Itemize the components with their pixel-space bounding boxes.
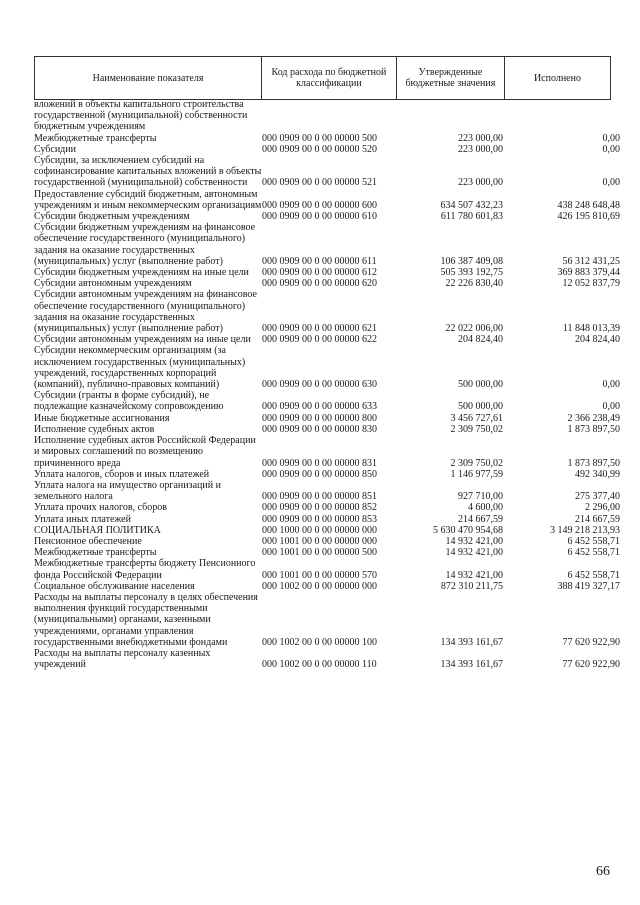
table-row — [34, 289, 620, 334]
row-approved: 14 932 421,00 — [445, 569, 503, 581]
row-name: Уплата иных платежей — [34, 513, 131, 525]
row-name: Субсидии бюджетным учреждениям на иные цели — [34, 267, 249, 279]
row-name: Межбюджетные трансферты — [34, 132, 157, 144]
row-approved: 1 146 977,59 — [450, 468, 503, 480]
table-row — [34, 155, 620, 189]
table-row — [34, 222, 620, 267]
row-name: Субсидии — [34, 143, 76, 155]
table-row — [34, 435, 620, 469]
row-executed: 426 195 810,69 — [557, 211, 620, 223]
row-approved: 223 000,00 — [458, 143, 503, 155]
row-code: 000 0909 00 0 00 00000 620 — [262, 278, 377, 290]
row-executed: 6 452 558,71 — [567, 569, 620, 581]
row-approved: 505 393 192,75 — [440, 267, 503, 279]
row-approved: 134 393 161,67 — [440, 659, 503, 671]
row-code: 000 0909 00 0 00 00000 612 — [262, 267, 377, 279]
row-name: Уплата налога на имущество организаций и земельного налога — [34, 479, 221, 503]
row-approved: 4 600,00 — [468, 502, 503, 514]
row-code: 000 1002 00 0 00 00000 100 — [262, 636, 377, 648]
row-name: Пенсионное обеспечение — [34, 535, 142, 547]
row-approved: 872 310 211,75 — [440, 580, 503, 592]
row-code: 000 0909 00 0 00 00000 611 — [262, 255, 377, 267]
row-executed: 6 452 558,71 — [567, 547, 620, 559]
table-row — [34, 536, 620, 547]
row-executed: 2 366 238,49 — [567, 412, 620, 424]
row-executed: 56 312 431,25 — [562, 255, 620, 267]
row-approved: 3 456 727,61 — [450, 412, 503, 424]
row-approved: 2 309 750,02 — [450, 457, 503, 469]
table-row — [34, 502, 620, 513]
row-code: 000 1002 00 0 00 00000 110 — [262, 659, 377, 671]
row-name: Субсидии бюджетным учреждениям — [34, 211, 190, 223]
table-row — [34, 278, 620, 289]
table-row — [34, 558, 620, 580]
row-executed: 1 873 897,50 — [567, 457, 620, 469]
row-name: Субсидии, за исключением субсидий на софинансирование капитальных вложений в объекты государственной (муниципальной) собственности — [34, 155, 262, 189]
row-name: Субсидии бюджетным учреждениям на финансовое обеспечение государственного (муниципального) задания на оказание государственных (муниципальных) услуг (выполнение работ) — [34, 222, 256, 267]
row-name: Расходы на выплаты персоналу казенных учреждений — [34, 647, 211, 671]
table-row — [34, 133, 620, 144]
row-name: Исполнение судебных актов — [34, 423, 155, 435]
row-executed: 2 296,00 — [585, 502, 620, 514]
row-code: 000 0909 00 0 00 00000 610 — [262, 211, 377, 223]
row-executed: 0,00 — [602, 379, 620, 391]
table-row — [34, 211, 620, 222]
row-executed: 0,00 — [602, 401, 620, 413]
row-code: 000 0909 00 0 00 00000 831 — [262, 457, 377, 469]
row-approved: 500 000,00 — [458, 401, 503, 413]
row-code: 000 1002 00 0 00 00000 000 — [262, 580, 377, 592]
header-name: Наименование показателя — [34, 57, 261, 99]
table-row — [34, 189, 620, 211]
row-executed: 388 419 327,17 — [557, 580, 620, 592]
row-executed: 438 248 648,48 — [557, 199, 620, 211]
row-name: Субсидии автономным учреждениям на иные цели — [34, 334, 251, 346]
table-body — [34, 99, 620, 670]
row-approved: 106 387 409,08 — [440, 255, 503, 267]
row-code: 000 0909 00 0 00 00000 830 — [262, 423, 377, 435]
row-name: Субсидии некоммерческим организациям (за исключением государственных (муниципальных) учреждений, государственных корпораций (компаний), публично-правовых компаний) — [34, 345, 246, 391]
row-approved: 14 932 421,00 — [445, 547, 503, 559]
row-code: 000 0909 00 0 00 00000 500 — [262, 132, 377, 144]
row-name: вложений в объекты капитального строительства государственной (муниципальной) собственности бюджетным учреждениям — [34, 99, 248, 133]
table-row — [34, 547, 620, 558]
row-approved: 134 393 161,67 — [440, 636, 503, 648]
row-code: 000 1001 00 0 00 00000 000 — [262, 535, 377, 547]
row-name: Социальное обслуживание населения — [34, 580, 195, 592]
row-name: Субсидии автономным учреждениям — [34, 278, 192, 290]
row-code: 000 0909 00 0 00 00000 630 — [262, 379, 377, 391]
row-approved: 22 022 006,00 — [445, 323, 503, 335]
row-executed: 0,00 — [602, 177, 620, 189]
header-approved: Утвержденные бюджетные значения — [396, 57, 504, 99]
row-name: Иные бюджетные ассигнования — [34, 412, 170, 424]
row-name: Уплата прочих налогов, сборов — [34, 502, 167, 514]
table-row — [34, 99, 620, 133]
row-code: 000 1000 00 0 00 00000 000 — [262, 524, 377, 536]
row-name: Уплата налогов, сборов и иных платежей — [34, 468, 210, 480]
table-row — [34, 413, 620, 424]
row-approved: 500 000,00 — [458, 379, 503, 391]
row-approved: 223 000,00 — [458, 177, 503, 189]
table-row — [34, 581, 620, 592]
row-code: 000 0909 00 0 00 00000 851 — [262, 491, 377, 503]
row-approved: 611 780 601,83 — [440, 211, 503, 223]
row-executed: 1 873 897,50 — [567, 423, 620, 435]
row-executed: 77 620 922,90 — [562, 636, 620, 648]
row-executed: 214 667,59 — [575, 513, 620, 525]
row-code: 000 0909 00 0 00 00000 621 — [262, 323, 377, 335]
table-row — [34, 390, 620, 412]
row-name: Межбюджетные трансферты бюджету Пенсионного фонда Российской Федерации — [34, 558, 256, 581]
row-executed: 275 377,40 — [575, 491, 620, 503]
row-name: Расходы на выплаты персоналу в целях обеспечения выполнения функций государственными (муниципальными) органами, казенными учреждениями, органами управления государственными внебюджетными фондами — [34, 591, 258, 648]
row-executed: 3 149 218 213,93 — [550, 524, 620, 536]
row-name: Субсидии (гранты в форме субсидий), не подлежащие казначейскому сопровождению — [34, 390, 224, 413]
row-executed: 204 824,40 — [575, 334, 620, 346]
row-code: 000 0909 00 0 00 00000 520 — [262, 143, 377, 155]
row-executed: 12 052 837,79 — [562, 278, 620, 290]
row-code: 000 0909 00 0 00 00000 622 — [262, 334, 377, 346]
table-row — [34, 334, 620, 345]
row-code: 000 0909 00 0 00 00000 853 — [262, 513, 377, 525]
row-executed: 0,00 — [602, 132, 620, 144]
row-approved: 214 667,59 — [458, 513, 503, 525]
row-approved: 2 309 750,02 — [450, 423, 503, 435]
row-name: Субсидии автономным учреждениям на финансовое обеспечение государственного (муниципального) задания на оказание государственных (муниципальных) услуг (выполнение работ) — [34, 289, 257, 335]
table-row — [34, 469, 620, 480]
row-name: СОЦИАЛЬНАЯ ПОЛИТИКА — [34, 524, 161, 536]
row-code: 000 1001 00 0 00 00000 500 — [262, 547, 377, 559]
page-number: 66 — [596, 864, 610, 879]
table-row — [34, 525, 620, 536]
row-executed: 0,00 — [602, 143, 620, 155]
row-code: 000 0909 00 0 00 00000 521 — [262, 177, 377, 189]
row-executed: 492 340,99 — [575, 468, 620, 480]
table-row — [34, 424, 620, 435]
row-code: 000 0909 00 0 00 00000 633 — [262, 401, 377, 413]
table-row — [34, 514, 620, 525]
table-row — [34, 592, 620, 648]
row-code: 000 0909 00 0 00 00000 852 — [262, 502, 377, 514]
row-approved: 22 226 830,40 — [445, 278, 503, 290]
row-code: 000 1001 00 0 00 00000 570 — [262, 569, 377, 581]
header-executed: Исполнено — [504, 57, 611, 99]
table-row — [34, 648, 620, 670]
row-executed: 369 883 379,44 — [557, 267, 620, 279]
table-header — [34, 56, 611, 100]
row-name: Предоставление субсидий бюджетным, автономным учреждениям и иным некоммерческим организациям — [34, 188, 262, 211]
row-approved: 634 507 432,23 — [440, 199, 503, 211]
row-executed: 77 620 922,90 — [562, 659, 620, 671]
table-row — [34, 345, 620, 390]
row-name: Исполнение судебных актов Российской Федерации и мировых соглашений по возмещению причиненного вреда — [34, 435, 256, 469]
row-code: 000 0909 00 0 00 00000 600 — [262, 199, 377, 211]
header-code: Код расхода по бюджетной классификации — [261, 57, 396, 99]
row-approved: 5 630 470 954,68 — [433, 524, 503, 536]
row-approved: 204 824,40 — [458, 334, 503, 346]
row-approved: 927 710,00 — [458, 491, 503, 503]
row-approved: 14 932 421,00 — [445, 535, 503, 547]
row-code: 000 0909 00 0 00 00000 800 — [262, 412, 377, 424]
row-approved: 223 000,00 — [458, 132, 503, 144]
table-row — [34, 480, 620, 502]
row-name: Межбюджетные трансферты — [34, 547, 157, 559]
row-executed: 11 848 013,39 — [562, 323, 620, 335]
table-row — [34, 144, 620, 155]
table-row — [34, 267, 620, 278]
row-code: 000 0909 00 0 00 00000 850 — [262, 468, 377, 480]
row-executed: 6 452 558,71 — [567, 535, 620, 547]
